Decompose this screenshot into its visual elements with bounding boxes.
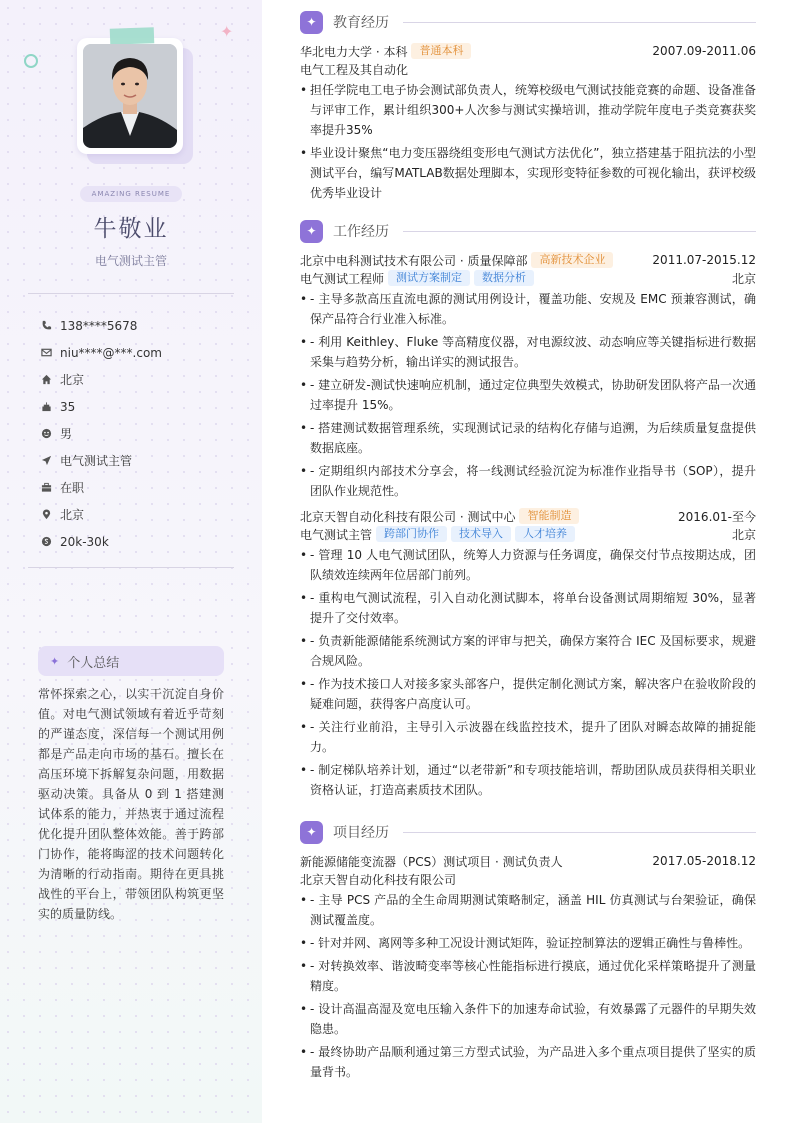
- education-entry: [300, 42, 756, 206]
- skill-tag: 技术导入: [451, 526, 511, 542]
- education-section-header: [300, 10, 756, 34]
- list-item: • - 对转换效率、谐波畸变率等核心性能指标进行摸底，通过优化采样策略提升了测量精度。: [300, 956, 756, 996]
- project-company: 北京天智自动化科技有限公司: [300, 872, 457, 887]
- sparkle-icon: ✦: [300, 220, 323, 243]
- project-bullets: [300, 890, 756, 1082]
- contact-info-list: [40, 312, 240, 555]
- list-item: • - 负责新能源储能系统测试方案的评审与把关，确保方案符合 IEC 及国标要求，规避合规风险。: [300, 631, 756, 671]
- decorative-ring: [24, 54, 38, 68]
- candidate-role: 电气测试主管: [94, 254, 167, 268]
- work-entry: [300, 507, 756, 803]
- mail-icon: [40, 347, 52, 359]
- job-bullets: [300, 545, 756, 800]
- school-name: 华北电力大学 · 本科: [300, 44, 408, 59]
- info-phone: 138****5678: [40, 312, 240, 339]
- major: 电气工程及其自动化: [300, 62, 409, 77]
- sparkle-icon: ✦: [50, 654, 60, 668]
- candidate-name: 牛敬业: [93, 216, 169, 242]
- divider: [403, 832, 756, 833]
- info-gender: 男: [40, 420, 240, 447]
- skill-tag: 测试方案制定: [388, 270, 470, 286]
- summary-header: [38, 646, 224, 676]
- list-item: • - 制定梯队培养计划，通过“以老带新”和专项技能培训，帮助团队成员获得相关职业资格认证，打造高素质技术团队。: [300, 760, 756, 800]
- company-name: 北京中电科测试技术有限公司 · 质量保障部: [300, 253, 528, 268]
- divider: [28, 567, 234, 568]
- degree-tag: 普通本科: [411, 43, 471, 59]
- job-date: 2011.07-2015.12: [652, 253, 756, 267]
- divider: [403, 22, 756, 23]
- section-title: 项目经历: [333, 825, 389, 841]
- section-title: 教育经历: [333, 15, 389, 31]
- sparkle-icon: ✦: [300, 821, 323, 844]
- divider: [403, 231, 756, 232]
- info-status: 在职: [40, 474, 240, 501]
- list-item: • - 主导多款高压直流电源的测试用例设计，覆盖功能、安规及 EMC 预兼容测试，确保产品符合行业准入标准。: [300, 289, 756, 329]
- company-tag: 高新技术企业: [531, 252, 613, 268]
- list-item: • - 管理 10 人电气测试团队，统筹人力资源与任务调度，确保交付节点按期达成，团队绩效连续两年位居部门前列。: [300, 545, 756, 585]
- project-name: 新能源储能变流器（PCS）测试项目 · 测试负责人: [300, 854, 563, 869]
- profile-photo-card: [77, 38, 185, 156]
- job-position: 电气测试主管: [300, 527, 373, 542]
- list-item: • - 最终协助产品顺利通过第三方型式试验，为产品进入多个重点项目提供了坚实的质量背书。: [300, 1042, 756, 1082]
- gender-icon: [40, 428, 52, 440]
- list-item: • - 针对并网、离网等多种工况设计测试矩阵，验证控制算法的逻辑正确性与鲁棒性。: [300, 933, 756, 953]
- education-bullets: [300, 80, 756, 203]
- phone-icon: [40, 320, 52, 332]
- list-item: • - 重构电气测试流程，引入自动化测试脚本，将单台设备测试周期缩短 30%，显著提升了交付效率。: [300, 588, 756, 628]
- list-item: • 担任学院电工电子协会测试部负责人，统筹校级电气测试技能竞赛的命题、设备准备与评审工作，累计组织300+人次参与测试实操培训，推动学院年度电子类竞赛获奖率提升35%: [300, 80, 756, 140]
- avatar: [83, 44, 177, 148]
- info-email: niu****@***.com: [40, 339, 240, 366]
- info-residence: 北京: [40, 366, 240, 393]
- list-item: • - 建立研发-测试快速响应机制，通过定位典型失效模式，协助研发团队将产品一次通过率提升 15%。: [300, 375, 756, 415]
- section-title: 工作经历: [333, 224, 389, 240]
- list-item: • - 作为技术接口人对接多家头部客户，提供定制化测试方案，解决客户在验收阶段的疑难问题，获得客户高度认可。: [300, 674, 756, 714]
- skill-tag: 跨部门协作: [376, 526, 447, 542]
- home-icon: [40, 374, 52, 386]
- skill-tag: 人才培养: [515, 526, 575, 542]
- job-date: 2016.01-至今: [678, 509, 756, 524]
- job-city: 北京: [731, 527, 756, 542]
- summary-title: 个人总结: [67, 655, 120, 671]
- education-date: 2007.09-2011.06: [652, 44, 756, 58]
- info-salary: 20k-30k: [40, 528, 240, 555]
- list-item: • - 关注行业前沿，主导引入示波器在线监控技术，提升了团队对瞬态故障的捕捉能力。: [300, 717, 756, 757]
- location-pin-icon: [40, 509, 52, 521]
- tape-decoration: [110, 27, 155, 45]
- summary-text: 常怀探索之心，以实干沉淀自身价值。对电气测试领域有着近乎苛刻的严谨态度，深信每一个测试用例都是产品走向市场的基石。擅长在高压环境下拆解复杂问题，用数据驱动决策。具备从 0 到 1 搭建测试体系的能力，并热衷于通过流程优化提升团队整体效能。善于跨部门协作，能将晦涩的技术问题转化为清晰的行动指南。期待在更具挑战性的平台上，带领团队构筑更坚实的质量防线。: [38, 687, 224, 921]
- info-age: 35: [40, 393, 240, 420]
- project-date: 2017.05-2018.12: [652, 854, 756, 868]
- info-target-position: 电气测试主管: [40, 447, 240, 474]
- salary-icon: [40, 536, 52, 548]
- company-tag: 智能制造: [519, 508, 579, 524]
- job-position: 电气测试工程师: [300, 271, 385, 286]
- work-entry: [300, 251, 756, 504]
- company-name: 北京天智自动化科技有限公司 · 测试中心: [300, 509, 516, 524]
- briefcase-icon: [40, 482, 52, 494]
- divider: [28, 293, 234, 294]
- list-item: • 毕业设计聚焦“电力变压器绕组变形电气测试方法优化”，独立搭建基于阻抗法的小型测试平台，编写MATLAB数据处理脚本，实现形变特征参数的可视化输出，获评校级优秀毕业设计: [300, 143, 756, 203]
- resume-badge: AMAZING RESUME: [80, 186, 182, 202]
- sparkle-icon: ✦: [220, 22, 234, 41]
- send-icon: [40, 455, 52, 467]
- cake-icon: [40, 401, 52, 413]
- skill-tag: 数据分析: [474, 270, 534, 286]
- list-item: • - 利用 Keithley、Fluke 等高精度仪器，对电源纹波、动态响应等关键指标进行数据采集与趋势分析，输出详实的测试报告。: [300, 332, 756, 372]
- job-city: 北京: [731, 271, 756, 286]
- list-item: • - 主导 PCS 产品的全生命周期测试策略制定，涵盖 HIL 仿真测试与台架验证，确保测试覆盖度。: [300, 890, 756, 930]
- list-item: • - 定期组织内部技术分享会，将一线测试经验沉淀为标准作业指导书（SOP），提升团队作业规范性。: [300, 461, 756, 501]
- project-entry: [300, 852, 756, 1085]
- sparkle-icon: ✦: [300, 11, 323, 34]
- sidebar: [0, 0, 262, 1123]
- project-section-header: [300, 820, 756, 844]
- list-item: • - 设计高温高湿及宽电压输入条件下的加速寿命试验，有效暴露了元器件的早期失效隐患。: [300, 999, 756, 1039]
- info-target-city: 北京: [40, 501, 240, 528]
- work-section-header: [300, 219, 756, 243]
- job-bullets: [300, 289, 756, 501]
- list-item: • - 搭建测试数据管理系统，实现测试记录的结构化存储与追溯，为后续质量复盘提供数据底座。: [300, 418, 756, 458]
